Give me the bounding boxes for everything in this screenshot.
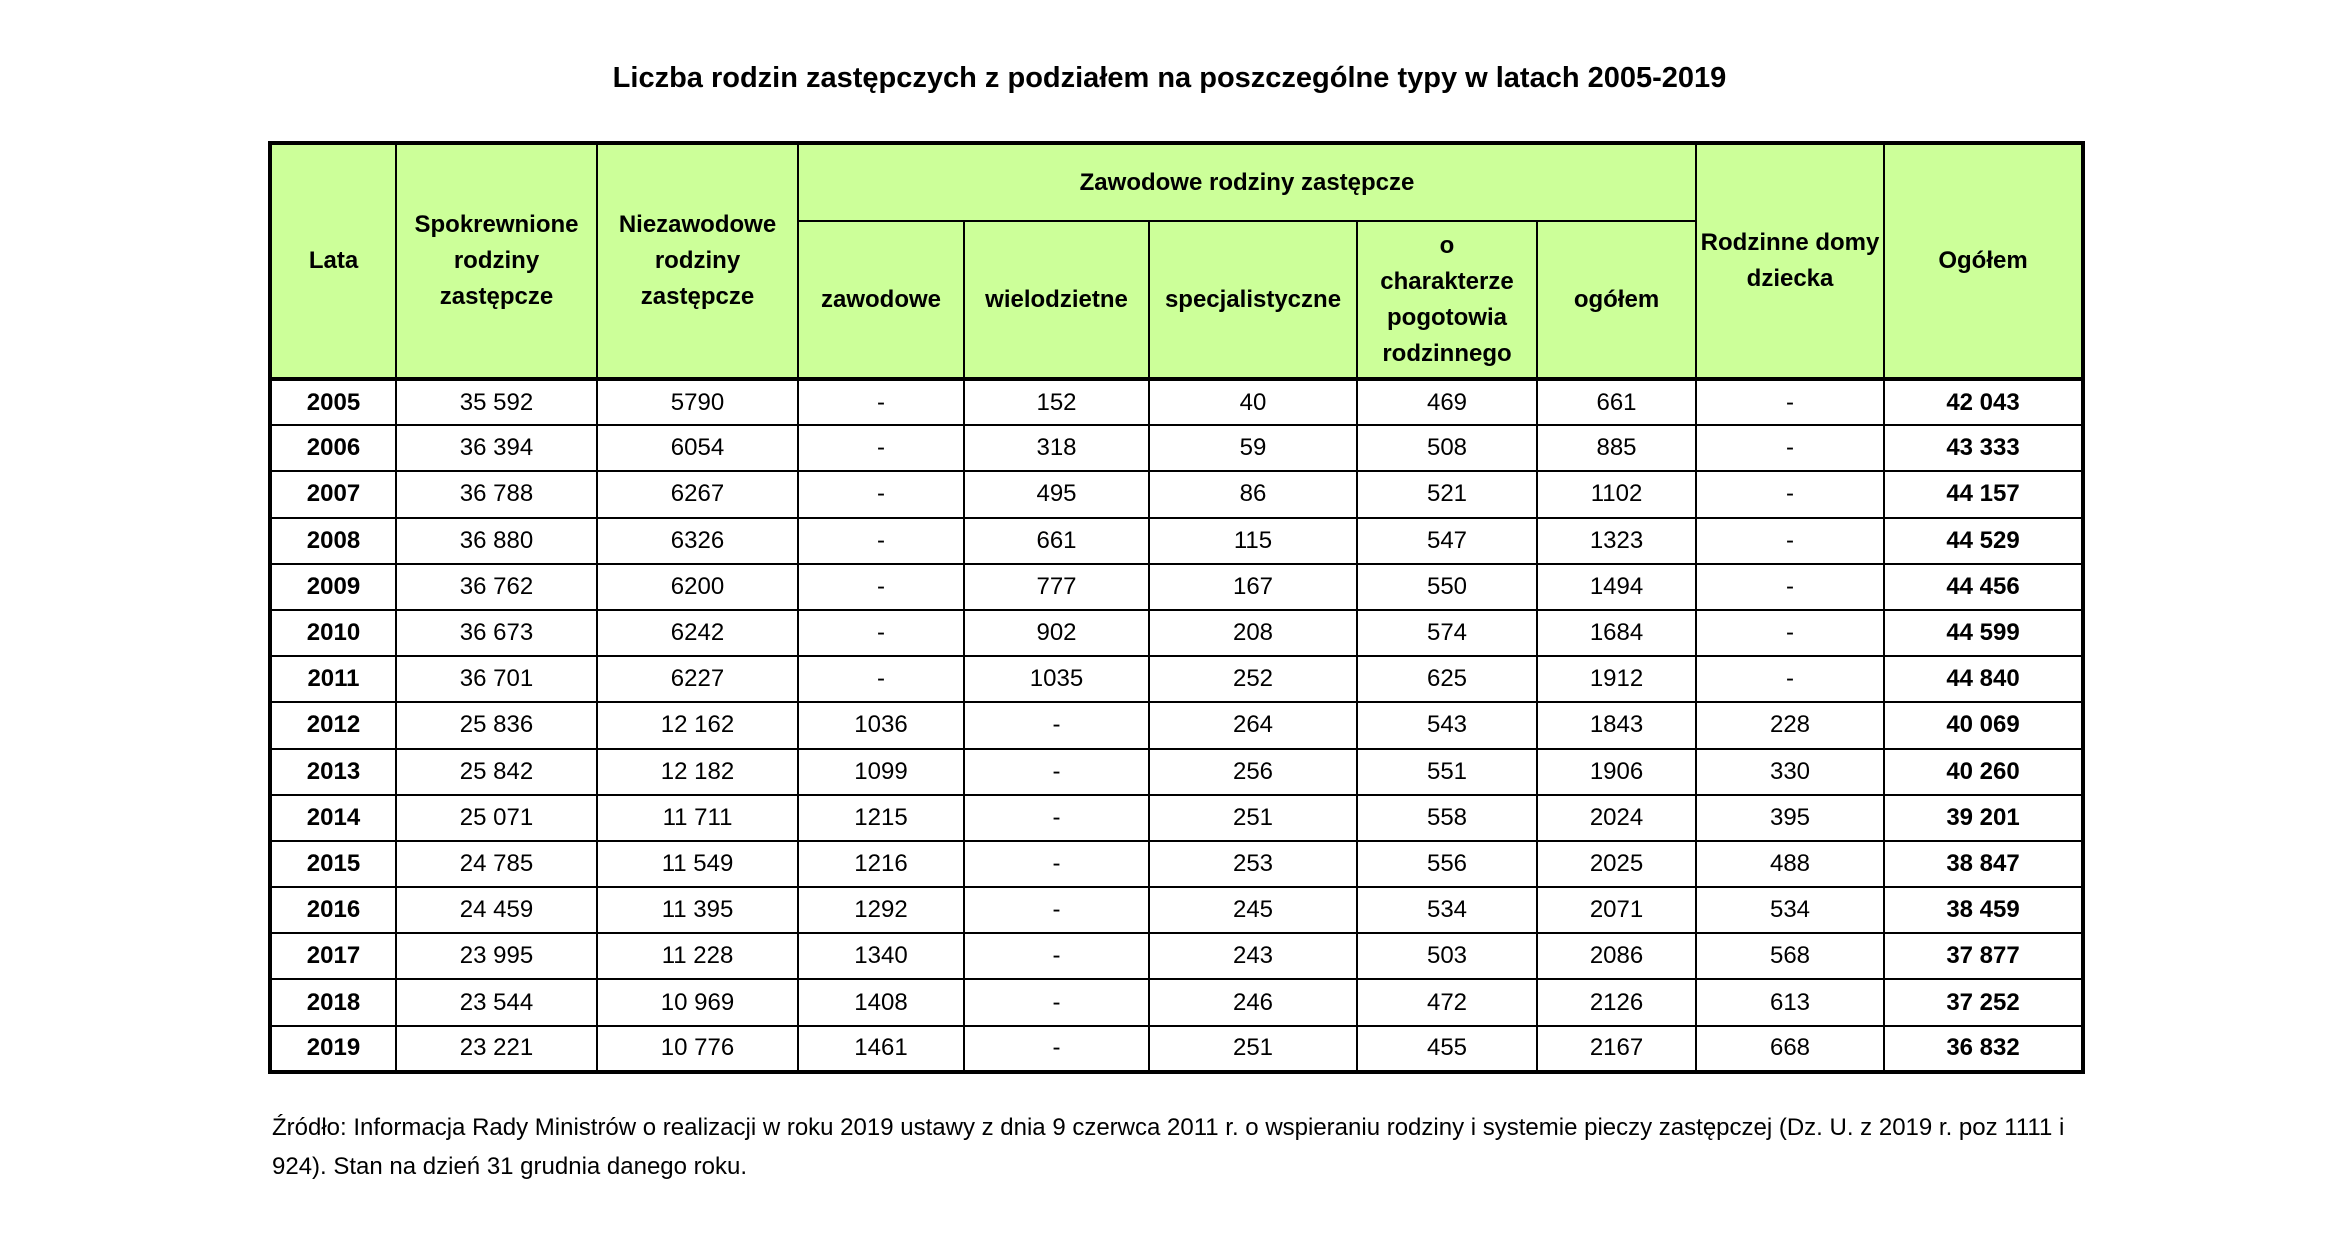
cell-zawodowe: -	[798, 471, 964, 517]
cell-wielodzietne: -	[964, 979, 1149, 1025]
cell-ogolem-zawodowe: 1906	[1537, 749, 1696, 795]
cell-domy: -	[1696, 564, 1884, 610]
cell-spokrewnione: 23 544	[396, 979, 597, 1025]
cell-year: 2017	[270, 933, 396, 979]
cell-total: 44 456	[1884, 564, 2083, 610]
cell-total: 44 840	[1884, 656, 2083, 702]
source-note: Źródło: Informacja Rady Ministrów o realizacji w roku 2019 ustawy z dnia 9 czerwca 2011 r. o wspieraniu rodziny i systemie pieczy zastępczej (Dz. U. z 2019 r. poz 1111 i 924). Stan na dzień 31 grudnia danego roku.	[272, 1114, 2065, 1180]
cell-year: 2008	[270, 518, 396, 564]
cell-zawodowe: -	[798, 379, 964, 425]
cell-spokrewnione: 23 221	[396, 1026, 597, 1072]
cell-total: 39 201	[1884, 795, 2083, 841]
cell-zawodowe: 1408	[798, 979, 964, 1025]
cell-domy: 395	[1696, 795, 1884, 841]
cell-domy: 668	[1696, 1026, 1884, 1072]
cell-wielodzietne: -	[964, 887, 1149, 933]
table-row	[270, 656, 2083, 702]
cell-spokrewnione: 36 788	[396, 471, 597, 517]
cell-niezawodowe: 5790	[597, 379, 798, 425]
cell-wielodzietne: 318	[964, 425, 1149, 471]
header-specjalistyczne: specjalistyczne	[1149, 221, 1357, 379]
cell-spokrewnione: 36 762	[396, 564, 597, 610]
table-row	[270, 610, 2083, 656]
cell-wielodzietne: -	[964, 841, 1149, 887]
cell-zawodowe: 1215	[798, 795, 964, 841]
cell-ogolem-zawodowe: 2024	[1537, 795, 1696, 841]
cell-ogolem-zawodowe: 1494	[1537, 564, 1696, 610]
cell-total: 42 043	[1884, 379, 2083, 425]
cell-ogolem-zawodowe: 2071	[1537, 887, 1696, 933]
cell-niezawodowe: 6267	[597, 471, 798, 517]
header-wielodzietne: wielodzietne	[964, 221, 1149, 379]
cell-specjalistyczne: 40	[1149, 379, 1357, 425]
cell-year: 2015	[270, 841, 396, 887]
cell-pogotowie: 558	[1357, 795, 1537, 841]
table-header	[270, 143, 2083, 379]
cell-specjalistyczne: 253	[1149, 841, 1357, 887]
cell-zawodowe: 1292	[798, 887, 964, 933]
cell-total: 44 529	[1884, 518, 2083, 564]
cell-pogotowie: 556	[1357, 841, 1537, 887]
cell-domy: 534	[1696, 887, 1884, 933]
cell-niezawodowe: 6326	[597, 518, 798, 564]
cell-pogotowie: 547	[1357, 518, 1537, 564]
cell-spokrewnione: 25 842	[396, 749, 597, 795]
cell-specjalistyczne: 246	[1149, 979, 1357, 1025]
cell-pogotowie: 455	[1357, 1026, 1537, 1072]
table-row	[270, 1026, 2083, 1072]
cell-wielodzietne: -	[964, 933, 1149, 979]
cell-zawodowe: 1036	[798, 702, 964, 748]
cell-year: 2012	[270, 702, 396, 748]
cell-zawodowe: -	[798, 610, 964, 656]
table-row	[270, 933, 2083, 979]
cell-specjalistyczne: 251	[1149, 1026, 1357, 1072]
cell-specjalistyczne: 167	[1149, 564, 1357, 610]
cell-pogotowie: 543	[1357, 702, 1537, 748]
table-row	[270, 979, 2083, 1025]
cell-domy: -	[1696, 518, 1884, 564]
cell-niezawodowe: 6054	[597, 425, 798, 471]
cell-specjalistyczne: 256	[1149, 749, 1357, 795]
cell-spokrewnione: 35 592	[396, 379, 597, 425]
cell-spokrewnione: 24 785	[396, 841, 597, 887]
cell-pogotowie: 551	[1357, 749, 1537, 795]
header-spokrewnione: Spokrewnione rodziny zastępcze	[396, 143, 597, 379]
cell-niezawodowe: 11 228	[597, 933, 798, 979]
cell-year: 2009	[270, 564, 396, 610]
foster-families-table	[268, 141, 2085, 1074]
cell-specjalistyczne: 245	[1149, 887, 1357, 933]
table-row	[270, 841, 2083, 887]
cell-domy: 568	[1696, 933, 1884, 979]
cell-spokrewnione: 36 673	[396, 610, 597, 656]
cell-specjalistyczne: 208	[1149, 610, 1357, 656]
cell-domy: 488	[1696, 841, 1884, 887]
cell-pogotowie: 625	[1357, 656, 1537, 702]
cell-wielodzietne: 495	[964, 471, 1149, 517]
cell-ogolem-zawodowe: 1912	[1537, 656, 1696, 702]
cell-year: 2014	[270, 795, 396, 841]
cell-pogotowie: 469	[1357, 379, 1537, 425]
cell-year: 2006	[270, 425, 396, 471]
table-row	[270, 471, 2083, 517]
header-zawodowe: zawodowe	[798, 221, 964, 379]
cell-wielodzietne: 152	[964, 379, 1149, 425]
header-ogolem: Ogółem	[1884, 143, 2083, 379]
cell-zawodowe: -	[798, 425, 964, 471]
cell-year: 2018	[270, 979, 396, 1025]
cell-ogolem-zawodowe: 1102	[1537, 471, 1696, 517]
cell-wielodzietne: -	[964, 1026, 1149, 1072]
cell-ogolem-zawodowe: 2167	[1537, 1026, 1696, 1072]
cell-pogotowie: 550	[1357, 564, 1537, 610]
cell-domy: 613	[1696, 979, 1884, 1025]
cell-spokrewnione: 24 459	[396, 887, 597, 933]
cell-wielodzietne: 902	[964, 610, 1149, 656]
cell-specjalistyczne: 243	[1149, 933, 1357, 979]
cell-total: 38 847	[1884, 841, 2083, 887]
cell-year: 2019	[270, 1026, 396, 1072]
cell-zawodowe: -	[798, 564, 964, 610]
cell-zawodowe: 1099	[798, 749, 964, 795]
cell-spokrewnione: 36 394	[396, 425, 597, 471]
cell-spokrewnione: 25 836	[396, 702, 597, 748]
header-ogolem-zawodowe: ogółem	[1537, 221, 1696, 379]
cell-niezawodowe: 6242	[597, 610, 798, 656]
header-domy: Rodzinne domy dziecka	[1696, 143, 1884, 379]
cell-ogolem-zawodowe: 1843	[1537, 702, 1696, 748]
header-lata: Lata	[270, 143, 396, 379]
cell-niezawodowe: 10 969	[597, 979, 798, 1025]
cell-pogotowie: 508	[1357, 425, 1537, 471]
cell-spokrewnione: 25 071	[396, 795, 597, 841]
table-row	[270, 564, 2083, 610]
cell-total: 40 260	[1884, 749, 2083, 795]
cell-total: 36 832	[1884, 1026, 2083, 1072]
cell-year: 2005	[270, 379, 396, 425]
cell-niezawodowe: 11 549	[597, 841, 798, 887]
cell-year: 2011	[270, 656, 396, 702]
header-niezawodowe: Niezawodowe rodziny zastępcze	[597, 143, 798, 379]
cell-zawodowe: -	[798, 518, 964, 564]
cell-wielodzietne: -	[964, 749, 1149, 795]
table-row	[270, 425, 2083, 471]
cell-spokrewnione: 23 995	[396, 933, 597, 979]
cell-pogotowie: 534	[1357, 887, 1537, 933]
cell-ogolem-zawodowe: 2086	[1537, 933, 1696, 979]
cell-total: 43 333	[1884, 425, 2083, 471]
cell-zawodowe: 1216	[798, 841, 964, 887]
cell-zawodowe: -	[798, 656, 964, 702]
cell-wielodzietne: 1035	[964, 656, 1149, 702]
cell-ogolem-zawodowe: 2126	[1537, 979, 1696, 1025]
cell-domy: 330	[1696, 749, 1884, 795]
cell-specjalistyczne: 251	[1149, 795, 1357, 841]
cell-ogolem-zawodowe: 885	[1537, 425, 1696, 471]
table-row	[270, 379, 2083, 425]
cell-niezawodowe: 10 776	[597, 1026, 798, 1072]
table-body	[270, 379, 2083, 1072]
cell-niezawodowe: 12 182	[597, 749, 798, 795]
cell-total: 37 877	[1884, 933, 2083, 979]
cell-total: 44 157	[1884, 471, 2083, 517]
table-row	[270, 749, 2083, 795]
cell-pogotowie: 521	[1357, 471, 1537, 517]
cell-domy: -	[1696, 471, 1884, 517]
header-pogotowie: o charakterze pogotowia rodzinnego	[1357, 221, 1537, 379]
table-row	[270, 518, 2083, 564]
cell-pogotowie: 503	[1357, 933, 1537, 979]
cell-domy: -	[1696, 610, 1884, 656]
cell-ogolem-zawodowe: 2025	[1537, 841, 1696, 887]
cell-wielodzietne: 777	[964, 564, 1149, 610]
table-row	[270, 702, 2083, 748]
cell-year: 2007	[270, 471, 396, 517]
cell-domy: -	[1696, 379, 1884, 425]
cell-total: 44 599	[1884, 610, 2083, 656]
cell-year: 2013	[270, 749, 396, 795]
cell-specjalistyczne: 115	[1149, 518, 1357, 564]
cell-ogolem-zawodowe: 1323	[1537, 518, 1696, 564]
cell-niezawodowe: 11 395	[597, 887, 798, 933]
cell-niezawodowe: 6227	[597, 656, 798, 702]
table-row	[270, 887, 2083, 933]
cell-ogolem-zawodowe: 661	[1537, 379, 1696, 425]
cell-specjalistyczne: 252	[1149, 656, 1357, 702]
cell-specjalistyczne: 264	[1149, 702, 1357, 748]
cell-domy: -	[1696, 656, 1884, 702]
cell-niezawodowe: 12 162	[597, 702, 798, 748]
cell-specjalistyczne: 59	[1149, 425, 1357, 471]
cell-zawodowe: 1461	[798, 1026, 964, 1072]
cell-wielodzietne: -	[964, 702, 1149, 748]
cell-wielodzietne: -	[964, 795, 1149, 841]
cell-year: 2010	[270, 610, 396, 656]
cell-spokrewnione: 36 701	[396, 656, 597, 702]
cell-spokrewnione: 36 880	[396, 518, 597, 564]
cell-wielodzietne: 661	[964, 518, 1149, 564]
cell-niezawodowe: 6200	[597, 564, 798, 610]
cell-specjalistyczne: 86	[1149, 471, 1357, 517]
cell-pogotowie: 472	[1357, 979, 1537, 1025]
cell-year: 2016	[270, 887, 396, 933]
cell-domy: -	[1696, 425, 1884, 471]
table-row	[270, 795, 2083, 841]
cell-total: 37 252	[1884, 979, 2083, 1025]
cell-domy: 228	[1696, 702, 1884, 748]
page-title: Liczba rodzin zastępczych z podziałem na poszczególne typy w latach 2005-2019	[612, 62, 1727, 94]
cell-pogotowie: 574	[1357, 610, 1537, 656]
cell-total: 40 069	[1884, 702, 2083, 748]
cell-niezawodowe: 11 711	[597, 795, 798, 841]
header-zawodowe-group: Zawodowe rodziny zastępcze	[798, 143, 1696, 221]
cell-total: 38 459	[1884, 887, 2083, 933]
cell-ogolem-zawodowe: 1684	[1537, 610, 1696, 656]
cell-zawodowe: 1340	[798, 933, 964, 979]
